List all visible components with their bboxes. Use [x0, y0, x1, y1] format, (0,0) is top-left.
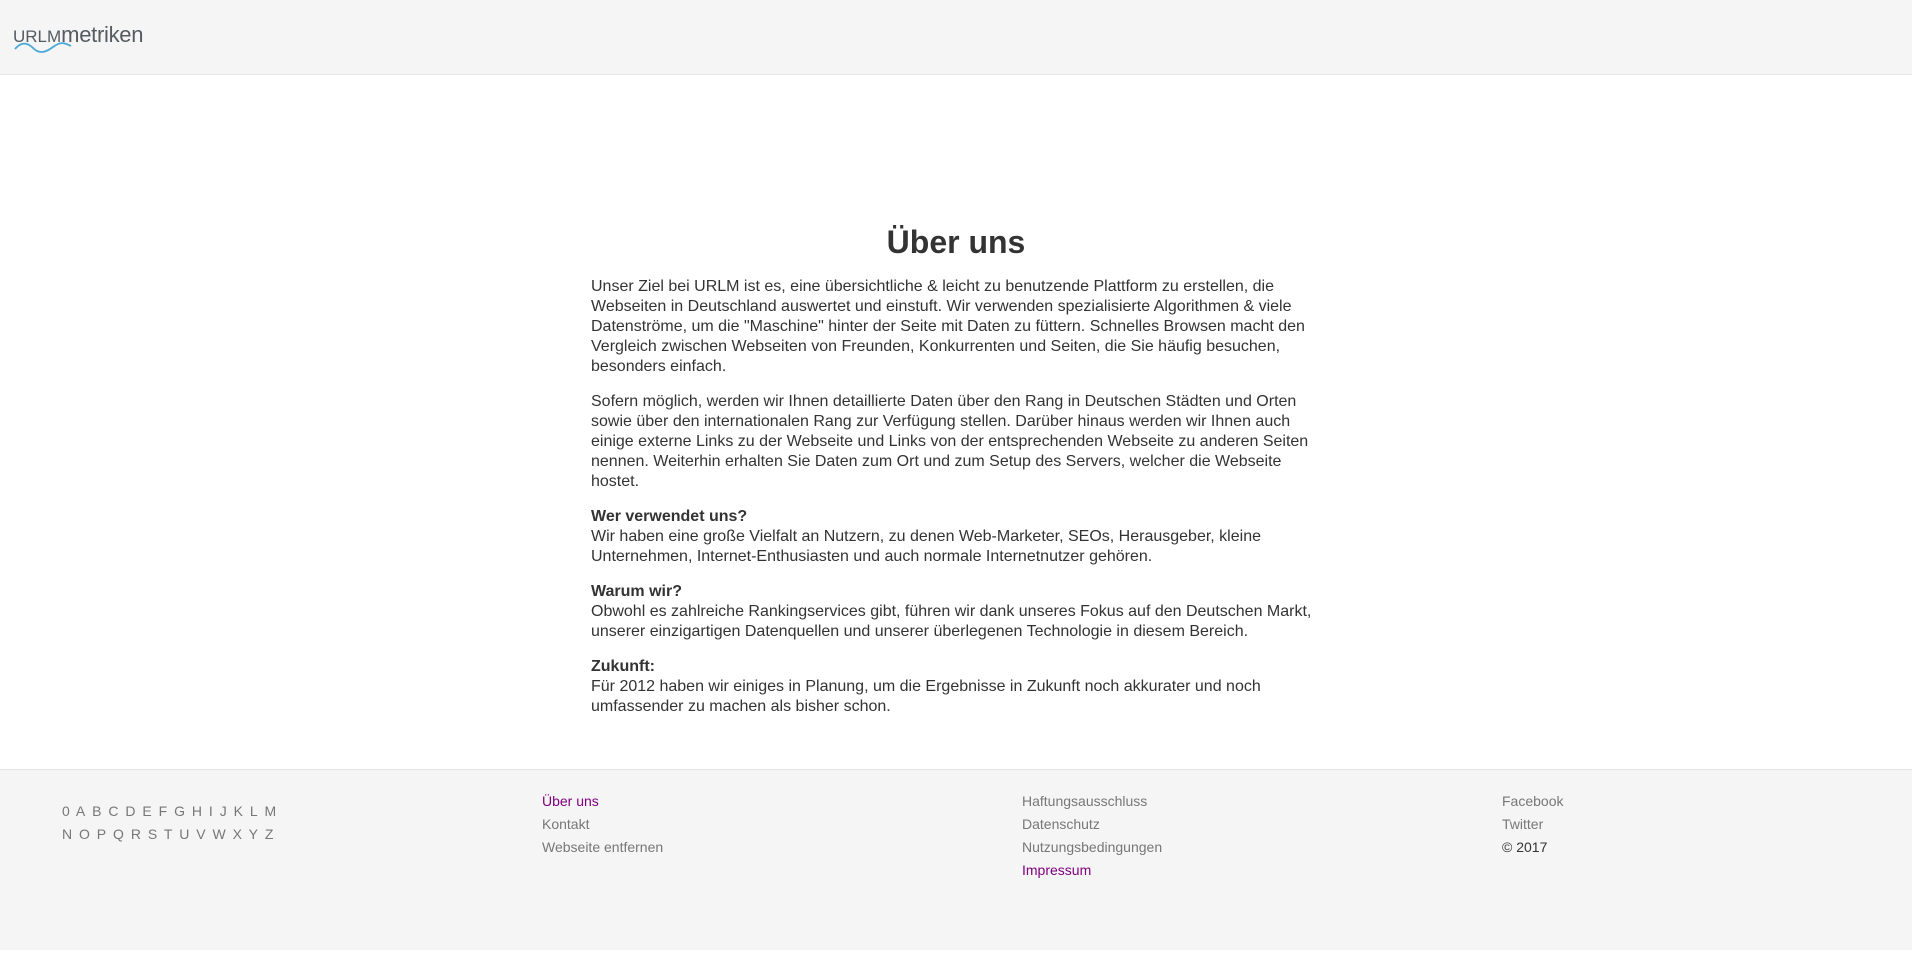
footer-link-contact[interactable]: Kontakt — [542, 816, 590, 832]
logo-text: URLMmetriken — [13, 22, 144, 47]
alphabet-row — [62, 800, 279, 823]
footer-column-social — [1502, 790, 1563, 859]
alpha-link-l[interactable]: L — [249, 803, 258, 819]
footer-link-about[interactable]: Über uns — [542, 793, 599, 809]
section-text: Obwohl es zahlreiche Rankingservices gibt, führen wir dank unseres Fokus auf den Deutschen Markt, unserer einzigartigen Datenquellen und unserer überlegenen Technologie in diesem Bereich. — [591, 603, 1312, 640]
page-title: Über uns — [886, 224, 1026, 260]
alpha-link-u[interactable]: U — [179, 826, 190, 842]
alpha-link-m[interactable]: M — [264, 803, 277, 819]
alphabet-row — [62, 823, 279, 846]
alpha-link-v[interactable]: V — [196, 826, 206, 842]
alpha-link-i[interactable]: I — [208, 803, 213, 819]
alpha-link-j[interactable]: J — [219, 803, 227, 819]
footer-column-about — [542, 790, 663, 859]
alpha-link-f[interactable]: F — [158, 803, 168, 819]
alpha-link-y[interactable]: Y — [248, 826, 258, 842]
alpha-link-s[interactable]: S — [147, 826, 158, 842]
alpha-link-g[interactable]: G — [174, 803, 185, 819]
footer-link-privacy[interactable]: Datenschutz — [1022, 816, 1100, 832]
alpha-link-h[interactable]: H — [191, 803, 203, 819]
alpha-link-r[interactable]: R — [130, 826, 141, 842]
alpha-link-d[interactable]: D — [125, 803, 136, 819]
alpha-link-0[interactable]: 0 — [62, 803, 70, 819]
section-text: Für 2012 haben wir einiges in Planung, um die Ergebnisse in Zukunft noch akkurater und noch umfassender zu machen als bisher schon. — [591, 678, 1261, 715]
alpha-link-x[interactable]: X — [232, 826, 242, 842]
logo-wave-icon — [13, 40, 73, 54]
data-paragraph: Sofern möglich, werden wir Ihnen detaillierte Daten über den Rang in Deutschen Städten und Orten sowie über den internationalen Rang zur Verfügung stellen. Darüber hinaus werden wir Ihnen auch einige externe Links zu der Webseite und Links von der entsprechenden Webseite zu anderen Seiten nennen. Weiterhin erhalten Sie Daten zum Ort und zum Setup des Servers, welcher die Webseite hostet. — [591, 393, 1309, 490]
alphabet-index — [62, 800, 279, 846]
alpha-link-q[interactable]: Q — [113, 826, 124, 842]
site-logo[interactable] — [13, 22, 144, 54]
alpha-link-k[interactable]: K — [233, 803, 243, 819]
alpha-link-e[interactable]: E — [142, 803, 152, 819]
alpha-link-c[interactable]: C — [108, 803, 119, 819]
alpha-link-w[interactable]: W — [212, 826, 226, 842]
alpha-link-z[interactable]: Z — [264, 826, 274, 842]
footer-link-twitter[interactable]: Twitter — [1502, 816, 1544, 832]
section-why — [591, 582, 1321, 642]
footer-link-disclaimer[interactable]: Haftungsausschluss — [1022, 793, 1148, 809]
logo-m: m — [61, 22, 80, 47]
alpha-link-p[interactable]: P — [96, 826, 107, 842]
footer-link-imprint[interactable]: Impressum — [1022, 862, 1092, 878]
section-who — [591, 507, 1321, 567]
site-header — [0, 0, 1912, 75]
alpha-link-a[interactable]: A — [75, 803, 86, 819]
footer-link-remove-website[interactable]: Webseite entfernen — [542, 839, 664, 855]
footer-link-terms[interactable]: Nutzungsbedingungen — [1022, 839, 1163, 855]
alpha-link-b[interactable]: B — [92, 803, 102, 819]
alpha-link-t[interactable]: T — [163, 826, 173, 842]
alpha-link-n[interactable]: N — [62, 826, 73, 842]
intro-paragraph: Unser Ziel bei URLM ist es, eine übersichtliche & leicht zu benutzende Plattform zu erstellen, die Webseiten in Deutschland auswertet und einstuft. Wir verwenden spezialisierte Algorithmen & viele Datenströme, um die "Maschine" hinter der Seite mit Daten zu füttern. Schnelles Browsen macht den Vergleich zwischen Webseiten von Freunden, Konkurrenten und Seiten, die Sie häufig besuchen, besonders einfach. — [591, 278, 1305, 375]
footer-link-facebook[interactable]: Facebook — [1502, 793, 1564, 809]
alpha-link-o[interactable]: O — [79, 826, 90, 842]
section-heading: Zukunft: — [591, 658, 655, 675]
section-text: Wir haben eine große Vielfalt an Nutzern, zu denen Web-Marketer, SEOs, Herausgeber, kleine Unternehmen, Internet-Enthusiasten und auch normale Internetnutzer gehören. — [591, 528, 1261, 565]
footer-column-legal — [1022, 790, 1162, 882]
site-footer — [0, 769, 1912, 950]
main-content — [591, 219, 1321, 732]
section-heading: Warum wir? — [591, 583, 682, 600]
section-heading: Wer verwendet uns? — [591, 508, 748, 525]
section-future — [591, 657, 1321, 717]
copyright-text: © 2017 — [1502, 839, 1548, 855]
